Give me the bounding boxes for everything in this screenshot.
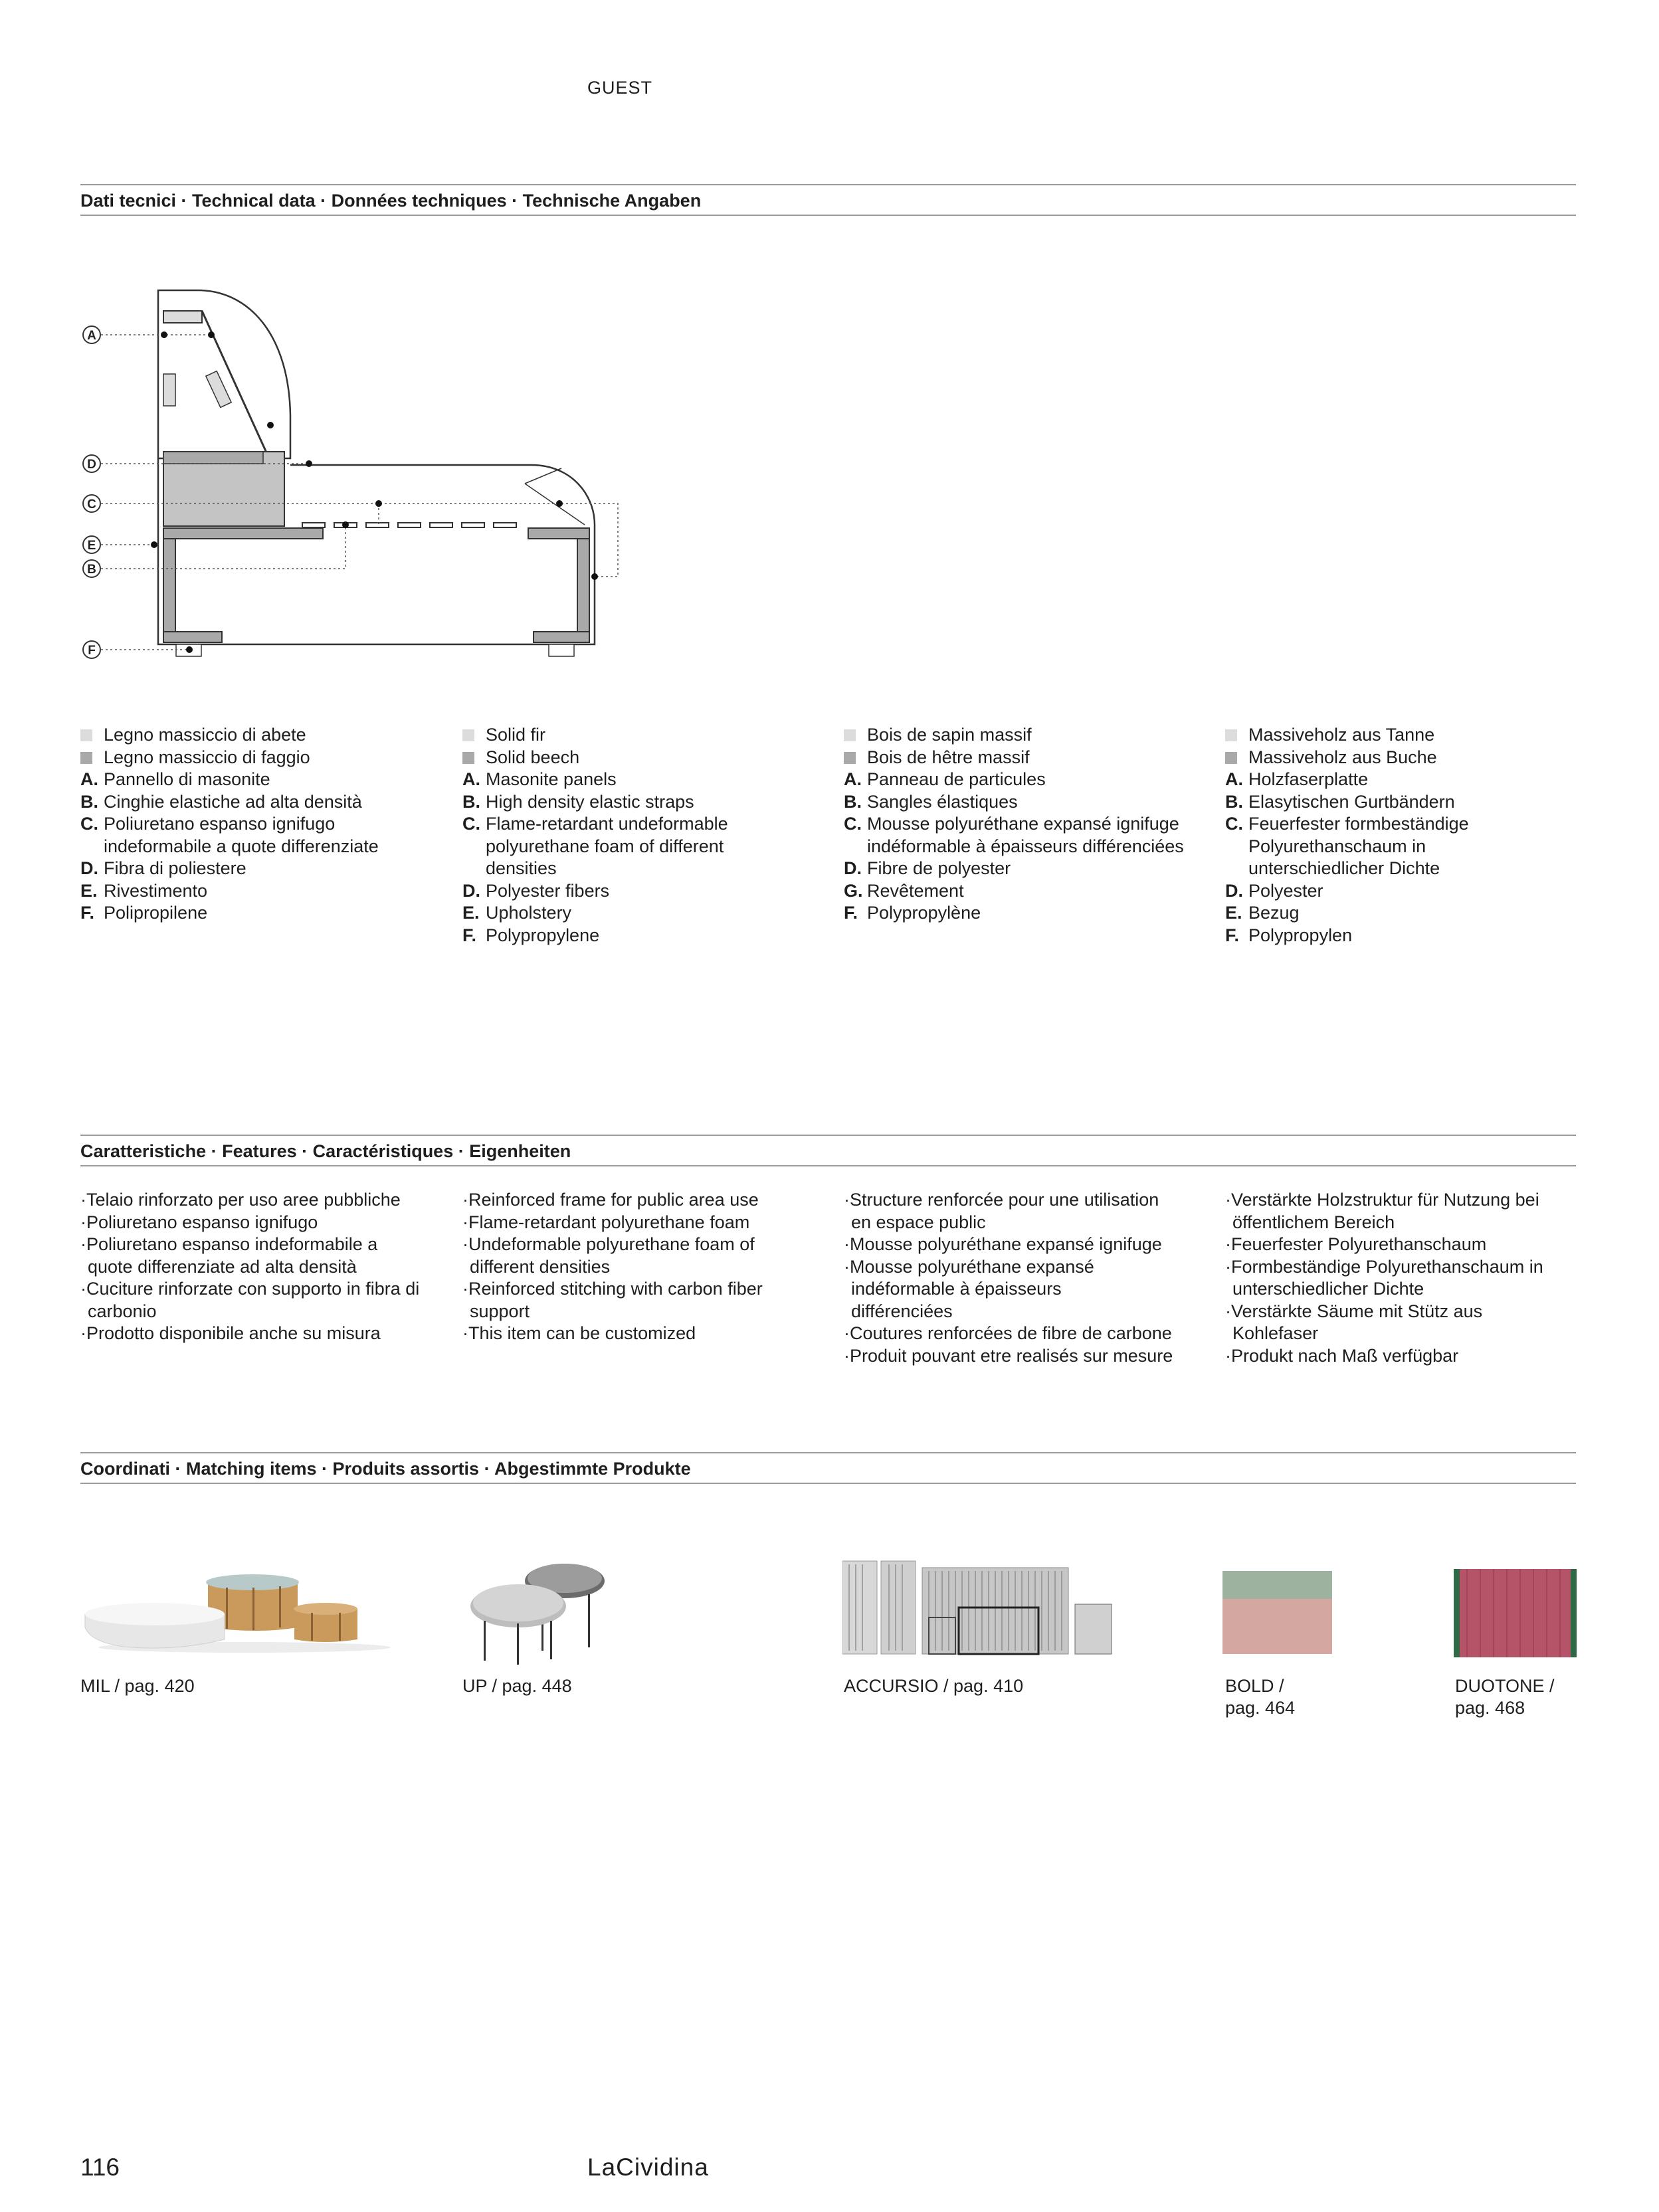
material-item: F. Polypropylène (844, 903, 981, 923)
feature-item: ·Verstärkte Säume mit Stütz aus Kohlefaser (1225, 1301, 1483, 1343)
beech-swatch-icon (1225, 752, 1237, 764)
features-column-de (1225, 1189, 1571, 1367)
feature-item: ·Cuciture rinforzate con supporto in fibra di carbonio (80, 1279, 420, 1321)
feature-item: ·Flame-retardant polyurethane foam (462, 1212, 750, 1232)
sofa-section-diagram (73, 279, 631, 664)
callout-a: A (87, 329, 96, 343)
material-item: D. Fibre de polyester (844, 858, 1011, 878)
material-item: E. Bezug (1225, 903, 1300, 923)
accursio-product-image[interactable] (842, 1554, 1115, 1661)
bold-caption[interactable]: BOLD / pag. 464 (1225, 1676, 1296, 1718)
material-item: C. Poliuretano espanso ignifugo indeformabile a quote differenziate (80, 814, 379, 856)
section-rule-top (80, 184, 1576, 185)
mil-product-image[interactable] (78, 1561, 391, 1654)
features-section-title: Caratteristiche · Features · Caractéristiques · Eigenheiten (80, 1141, 571, 1161)
up-caption[interactable]: UP / pag. 448 (462, 1676, 572, 1696)
material-item: Massiveholz aus Tanne (1225, 724, 1557, 747)
material-item: D. Polyester (1225, 880, 1323, 901)
materials-column-it (80, 724, 439, 925)
material-item: F. Polypropylene (462, 925, 600, 945)
feature-item: ·Undeformable polyurethane foam of different densities (462, 1234, 755, 1277)
callout-c: C (87, 498, 96, 511)
material-item: Solid fir (462, 724, 755, 747)
features-column-it (80, 1189, 426, 1345)
material-item: A. Pannello di masonite (80, 769, 270, 789)
fir-swatch-icon (80, 729, 92, 741)
fir-swatch-icon (462, 729, 474, 741)
feature-item: ·Produit pouvant etre realisés sur mesure (844, 1345, 1173, 1366)
feature-item: ·Mousse polyuréthane expansé ignifuge (844, 1234, 1162, 1254)
material-item: F. Polipropilene (80, 903, 208, 923)
section-rule-bottom (80, 215, 1576, 216)
callout-b: B (87, 563, 96, 577)
features-column-fr (844, 1189, 1196, 1367)
materials-column-de (1225, 724, 1557, 947)
feature-item: ·This item can be customized (462, 1323, 696, 1343)
material-item: A. Panneau de particules (844, 769, 1046, 789)
feature-item: ·Poliuretano espanso ignifugo (80, 1212, 318, 1232)
feature-item: ·Mousse polyuréthane expansé indéformable à épaisseurs différenciées (844, 1256, 1094, 1321)
duotone-caption[interactable]: DUOTONE / pag. 468 (1455, 1676, 1555, 1718)
material-item: A. Masonite panels (462, 769, 617, 789)
feature-item: ·Verstärkte Holzstruktur für Nutzung bei öffentlichem Bereich (1225, 1190, 1539, 1232)
mil-caption[interactable]: MIL / pag. 420 (80, 1676, 195, 1696)
material-item: D. Polyester fibers (462, 880, 610, 901)
feature-item: ·Telaio rinforzato per uso aree pubbliche (80, 1190, 401, 1210)
fir-swatch-icon (1225, 729, 1237, 741)
page-number: 116 (80, 2154, 120, 2181)
material-item: C. Flame-retardant undeformable polyurethane foam of different densities (462, 814, 728, 878)
material-item: Bois de sapin massif (844, 724, 1189, 747)
callout-d: D (87, 458, 96, 472)
material-item: B. High density elastic straps (462, 791, 694, 812)
feature-item: ·Poliuretano espanso indeformabile a quote differenziate ad alta densità (80, 1234, 378, 1277)
material-item: F. Polypropylen (1225, 925, 1353, 945)
callout-e: E (87, 539, 96, 553)
feature-item: ·Coutures renforcées de fibre de carbone (844, 1323, 1172, 1343)
materials-column-en (462, 724, 755, 947)
material-item: E. Upholstery (462, 903, 572, 923)
materials-column-fr (844, 724, 1189, 925)
bold-product-image[interactable] (1222, 1571, 1332, 1654)
feature-item: ·Feuerfester Polyurethanschaum (1225, 1234, 1487, 1254)
material-item: B. Cinghie elastiche ad alta densità (80, 791, 362, 812)
accursio-caption[interactable]: ACCURSIO / pag. 410 (844, 1676, 1024, 1696)
brand-name: LaCividina (587, 2154, 709, 2181)
beech-swatch-icon (80, 752, 92, 764)
section-rule-top (80, 1135, 1576, 1136)
section-rule-bottom (80, 1165, 1576, 1166)
feature-item: ·Formbeständige Polyurethanschaum in unterschiedlicher Dichte (1225, 1256, 1543, 1299)
material-item: Legno massiccio di abete (80, 724, 439, 747)
feature-item: ·Produkt nach Maß verfügbar (1225, 1345, 1459, 1366)
material-item: B. Sangles élastiques (844, 791, 1018, 812)
up-product-image[interactable] (465, 1554, 618, 1667)
material-item: A. Holzfaserplatte (1225, 769, 1369, 789)
material-item: C. Mousse polyuréthane expansé ignifuge indéformable à épaisseurs différenciées (844, 814, 1184, 856)
fir-swatch-icon (844, 729, 856, 741)
matching-section-title: Coordinati · Matching items · Produits assortis · Abgestimmte Produkte (80, 1459, 691, 1479)
feature-item: ·Reinforced stitching with carbon fiber support (462, 1279, 763, 1321)
material-item: G. Revêtement (844, 880, 964, 901)
duotone-product-image[interactable] (1454, 1569, 1577, 1657)
feature-item: ·Prodotto disponibile anche su misura (80, 1323, 381, 1343)
beech-swatch-icon (844, 752, 856, 764)
material-item: Legno massiccio di faggio (80, 747, 439, 769)
section-rule-top (80, 1452, 1576, 1453)
material-item: E. Rivestimento (80, 880, 208, 901)
technical-section-title: Dati tecnici · Technical data · Données techniques · Technische Angaben (80, 191, 702, 211)
running-head: GUEST (587, 78, 653, 98)
material-item: D. Fibra di poliestere (80, 858, 246, 878)
material-item: B. Elasytischen Gurtbändern (1225, 791, 1455, 812)
section-rule-bottom (80, 1483, 1576, 1484)
material-item: Bois de hêtre massif (844, 747, 1189, 769)
material-item: Massiveholz aus Buche (1225, 747, 1557, 769)
material-item: Solid beech (462, 747, 755, 769)
beech-swatch-icon (462, 752, 474, 764)
features-column-en (462, 1189, 795, 1345)
material-item: C. Feuerfester formbeständige Polyurethanschaum in unterschiedlicher Dichte (1225, 814, 1469, 878)
feature-item: ·Reinforced frame for public area use (462, 1190, 759, 1210)
feature-item: ·Structure renforcée pour une utilisation en espace public (844, 1190, 1159, 1232)
callout-f: F (88, 644, 96, 658)
